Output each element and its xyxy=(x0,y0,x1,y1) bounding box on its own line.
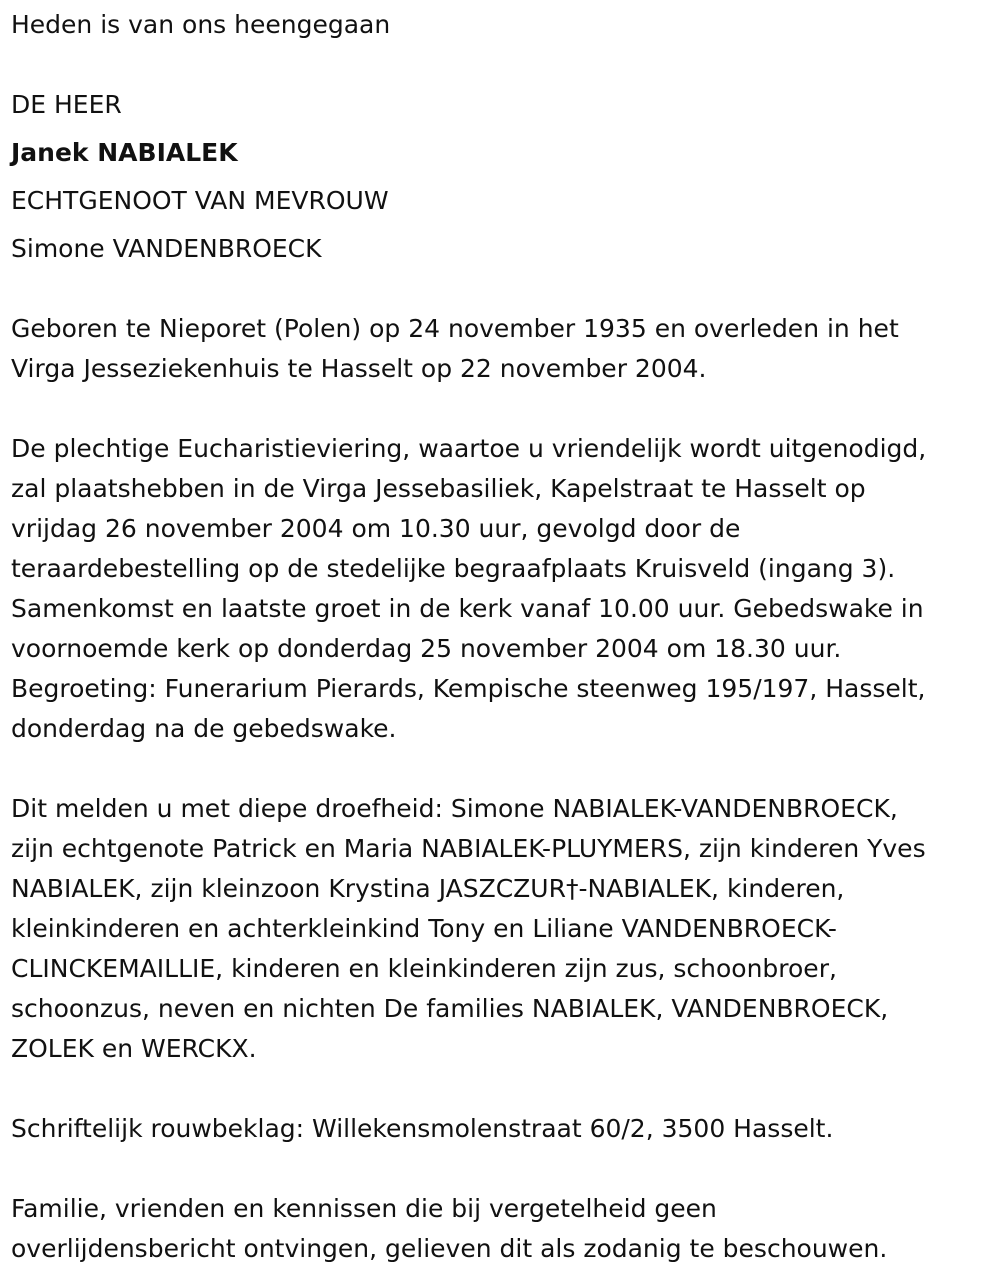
condolence-paragraph xyxy=(11,1109,833,1149)
ceremony-paragraph xyxy=(11,429,926,749)
intro-text: Heden is van ons heengegaan xyxy=(11,10,391,39)
paragraph-line: voornoemde kerk op donderdag 25 november 2004 om 18.30 uur. xyxy=(11,634,842,663)
title-prefix: DE HEER xyxy=(11,90,122,119)
birth-death-paragraph xyxy=(11,309,899,389)
paragraph-line: De plechtige Eucharistieviering, waartoe u vriendelijk wordt uitgenodigd, xyxy=(11,434,927,463)
paragraph-line: Geboren te Nieporet (Polen) op 24 november 1935 en overleden in het xyxy=(11,314,899,343)
family-paragraph xyxy=(11,789,926,1069)
paragraph-line: Dit melden u met diepe droefheid: Simone NABIALEK-VANDENBROECK, xyxy=(11,794,898,823)
deceased-name: Janek NABIALEK xyxy=(11,138,238,167)
paragraph-line: Samenkomst en laatste groet in de kerk vanaf 10.00 uur. Gebedswake in xyxy=(11,594,924,623)
paragraph-line: vrijdag 26 november 2004 om 10.30 uur, gevolgd door de xyxy=(11,514,741,543)
paragraph-line: NABIALEK, zijn kleinzoon Krystina JASZCZUR†-NABIALEK, kinderen, xyxy=(11,874,845,903)
paragraph-line: kleinkinderen en achterkleinkind Tony en Liliane VANDENBROECK- xyxy=(11,914,837,943)
spouse-prefix: ECHTGENOOT VAN MEVROUW xyxy=(11,186,389,215)
paragraph-line: zijn echtgenote Patrick en Maria NABIALEK-PLUYMERS, zijn kinderen Yves xyxy=(11,834,926,863)
paragraph-line: schoonzus, neven en nichten De families NABIALEK, VANDENBROECK, xyxy=(11,994,889,1023)
paragraph-line: CLINCKEMAILLIE, kinderen en kleinkinderen zijn zus, schoonbroer, xyxy=(11,954,837,983)
paragraph-line: Begroeting: Funerarium Pierards, Kempische steenweg 195/197, Hasselt, xyxy=(11,674,926,703)
paragraph-line: donderdag na de gebedswake. xyxy=(11,714,397,743)
closing-paragraph xyxy=(11,1189,887,1269)
header-section xyxy=(11,85,389,277)
paragraph-line: zal plaatshebben in de Virga Jessebasiliek, Kapelstraat te Hasselt op xyxy=(11,474,866,503)
paragraph-line: Familie, vrienden en kennissen die bij vergetelheid geen xyxy=(11,1194,717,1223)
paragraph-line: teraardebestelling op de stedelijke begraafplaats Kruisveld (ingang 3). xyxy=(11,554,896,583)
intro-section xyxy=(11,5,390,45)
spouse-name: Simone VANDENBROECK xyxy=(11,234,322,263)
paragraph-line: ZOLEK en WERCKX. xyxy=(11,1034,257,1063)
paragraph-line: Virga Jesseziekenhuis te Hasselt op 22 november 2004. xyxy=(11,354,707,383)
paragraph-line: overlijdensbericht ontvingen, gelieven dit als zodanig te beschouwen. xyxy=(11,1234,888,1263)
paragraph-line: Schriftelijk rouwbeklag: Willekensmolenstraat 60/2, 3500 Hasselt. xyxy=(11,1114,834,1143)
